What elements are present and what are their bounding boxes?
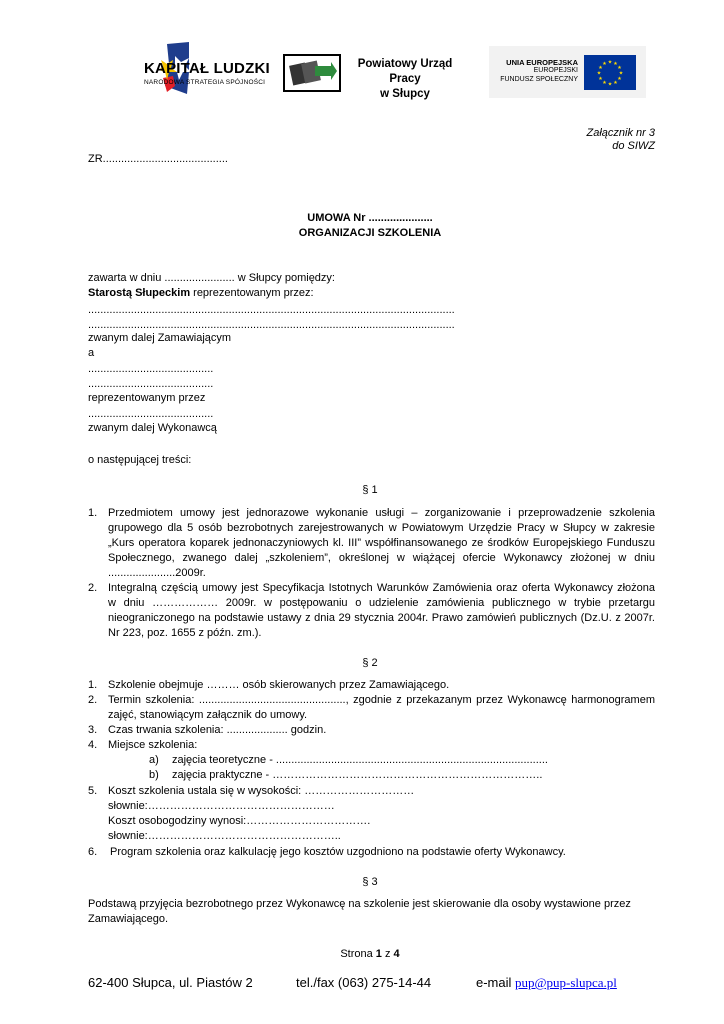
- ue-subtitle-line1: EUROPEJSKI: [533, 67, 578, 74]
- contract-title: UMOWA Nr .....................: [307, 212, 433, 224]
- s2-item5-number: 5.: [88, 785, 98, 797]
- ordering-party: zwanym dalej Zamawiającym: [88, 332, 232, 344]
- s3-text-line: Podstawą przyjęcia bezrobotnego przez Wykonawcę na szkolenie jest skierowanie dla osoby wystawione przez: [88, 898, 631, 910]
- s1-item2-line: Integralną częścią umowy jest Specyfikacja Istotnych Warunków Zamówienia oraz oferta Wykonawcy złożona: [108, 582, 655, 594]
- s1-item2-line: Nr 223, poz. 1655 z późn. zm.).: [108, 627, 262, 639]
- s1-item1-line: Przedmiotem umowy jest jednorazowe wykonanie usługi – zorganizowanie i przeprowadzenie szkolenia: [108, 507, 655, 519]
- s1-item2-text: [108, 581, 655, 641]
- footer-address: 62-400 Słupca, ul. Piastów 2: [88, 975, 253, 990]
- and-word: a: [88, 347, 95, 359]
- s1-item1-line: „Kurs operatora koparek jednonaczyniowych kl. III” współfinansowanego ze środków Europejskiego Funduszu: [108, 537, 655, 549]
- section-1-heading: § 1: [362, 484, 378, 496]
- svg-text:★: ★: [613, 80, 618, 86]
- s1-item2-number: 2.: [88, 582, 98, 594]
- footer-email: [476, 974, 617, 991]
- concluded-line: zawarta w dniu ....................... w Słupcy pomiędzy:: [88, 272, 335, 284]
- svg-text:★: ★: [607, 59, 613, 66]
- s1-item2-line: w dniu ……………… 2009r. w postępowaniu o udzielenie zamówienia publicznego w trybie przetargu: [108, 597, 655, 609]
- s2-item6-number: 6.: [88, 846, 98, 858]
- svg-text:★: ★: [607, 81, 613, 88]
- s2-item4b-text: zajęcia praktyczne - ………………………………………………………………..: [172, 769, 543, 781]
- s1-item1-line: ......................2009r.: [108, 567, 206, 579]
- s2-item2-line: Termin szkolenia: ................................................, zgodnie z przekazanym przez Wykonawcę harmonogramem: [108, 694, 655, 706]
- email-link[interactable]: pup@pup-slupca.pl: [515, 975, 617, 990]
- page-number: [0, 947, 724, 962]
- ue-title: UNIA EUROPEJSKA: [506, 58, 578, 67]
- svg-text:★: ★: [596, 70, 602, 77]
- dots-line: .........................................: [88, 378, 214, 390]
- svg-text:★: ★: [602, 60, 607, 67]
- s3-text-line: Zamawiającego.: [88, 913, 169, 925]
- starosta-line: [88, 286, 314, 301]
- kl-subtitle: NARODOWA STRATEGIA SPÓJNOŚCI: [144, 79, 266, 86]
- s2-item6-text: Program szkolenia oraz kalkulację jego kosztów uzgodniono na podstawie oferty Wykonawcy.: [110, 846, 566, 858]
- page-mid: z: [381, 948, 394, 960]
- s1-item1-number: 1.: [88, 507, 98, 519]
- dots-line: ........................................................................................................................: [88, 319, 455, 331]
- svg-text:★: ★: [617, 76, 622, 82]
- svg-text:★: ★: [602, 80, 607, 86]
- s2-item3-text: Czas trwania szkolenia: .................... godzin.: [108, 724, 327, 736]
- page-total: 4: [393, 948, 400, 960]
- starosta-rest: reprezentowanym przez:: [190, 287, 314, 299]
- s2-item3-number: 3.: [88, 724, 98, 736]
- s1-item2-line: nieograniczonego na podstawie ustawy z dnia 29 stycznia 2004r. Prawo zamówień publicznych (Dz.U. z 2007r.: [108, 612, 655, 624]
- email-label: e-mail: [476, 975, 516, 990]
- s2-item1-text: Szkolenie obejmuje ……… osób skierowanych przez Zamawiającego.: [108, 679, 450, 691]
- section-2-heading: § 2: [362, 657, 378, 669]
- svg-text:★: ★: [598, 64, 603, 71]
- s2-item4a-text: zajęcia teoretyczne - .........................................................................................: [172, 754, 548, 766]
- s2-item5-hour-cost: Koszt osobogodziny wynosi:…………………………….: [108, 815, 371, 827]
- content-intro: o następującej treści:: [88, 454, 192, 466]
- s2-item5-words: słownie:……………………………………………..: [108, 830, 341, 842]
- s2-item5-text: Koszt szkolenia ustala się w wysokości: …………………………: [108, 785, 415, 797]
- reference-number: ZR.........................................: [88, 153, 228, 165]
- s2-item4-number: 4.: [88, 739, 98, 751]
- represented-line: reprezentowanym przez: [88, 392, 206, 404]
- page-current: 1: [375, 948, 382, 960]
- s2-item5-words: słownie:……………………………………………: [108, 800, 335, 812]
- svg-text:★: ★: [617, 64, 622, 71]
- svg-text:★: ★: [618, 70, 624, 77]
- s2-item4a-label: a): [149, 754, 159, 766]
- ue-subtitle-line2: FUNDUSZ SPOŁECZNY: [500, 75, 578, 83]
- dots-line: .........................................: [88, 408, 214, 420]
- svg-text:★: ★: [613, 60, 618, 67]
- s1-item1-text: [108, 506, 655, 581]
- s2-item2-number: 2.: [88, 694, 98, 706]
- office-name-line2: w Słupcy: [380, 88, 430, 100]
- s2-item4-text: Miejsce szkolenia:: [108, 739, 198, 751]
- s2-item4b-label: b): [149, 769, 159, 781]
- pup-logo-icon: [283, 54, 341, 92]
- section-3-heading: § 3: [362, 876, 378, 888]
- contract-subtitle: ORGANIZACJI SZKOLENIA: [298, 227, 442, 239]
- office-name-line1: Powiatowy Urząd Pracy: [357, 58, 453, 85]
- annex-line1: Załącznik nr 3: [586, 127, 655, 139]
- s2-item1-number: 1.: [88, 679, 98, 691]
- dots-line: .........................................: [88, 363, 214, 375]
- s1-item1-line: grupowego dla 5 osób bezrobotnych zarejestrowanych w Powiatowym Urzędzie Pracy w Słupcy w zakresie: [108, 522, 655, 534]
- svg-text:★: ★: [598, 76, 603, 82]
- starosta-name: Starostą Słupeckim: [88, 287, 191, 299]
- footer-phone: tel./fax (063) 275-14-44: [296, 975, 432, 990]
- s2-item2-text: [108, 693, 655, 723]
- dots-line: ........................................................................................................................: [88, 304, 455, 316]
- office-name: [342, 57, 468, 102]
- annex-line2: do SIWZ: [612, 140, 655, 152]
- s1-item1-line: Społecznego, zwanego dalej „szkoleniem”, określonej w wiążącej ofercie Wykonawcy złożonej w dniu: [108, 552, 655, 564]
- kl-title: KAPITAŁ LUDZKI: [144, 60, 270, 77]
- contractor-party: zwanym dalej Wykonawcą: [88, 422, 217, 434]
- eu-flag-icon: [584, 55, 636, 90]
- page-prefix: Strona: [340, 948, 376, 960]
- s2-item2-line: zajęć, stanowiącym załącznik do umowy.: [108, 709, 308, 721]
- ue-subtitle: [492, 67, 578, 84]
